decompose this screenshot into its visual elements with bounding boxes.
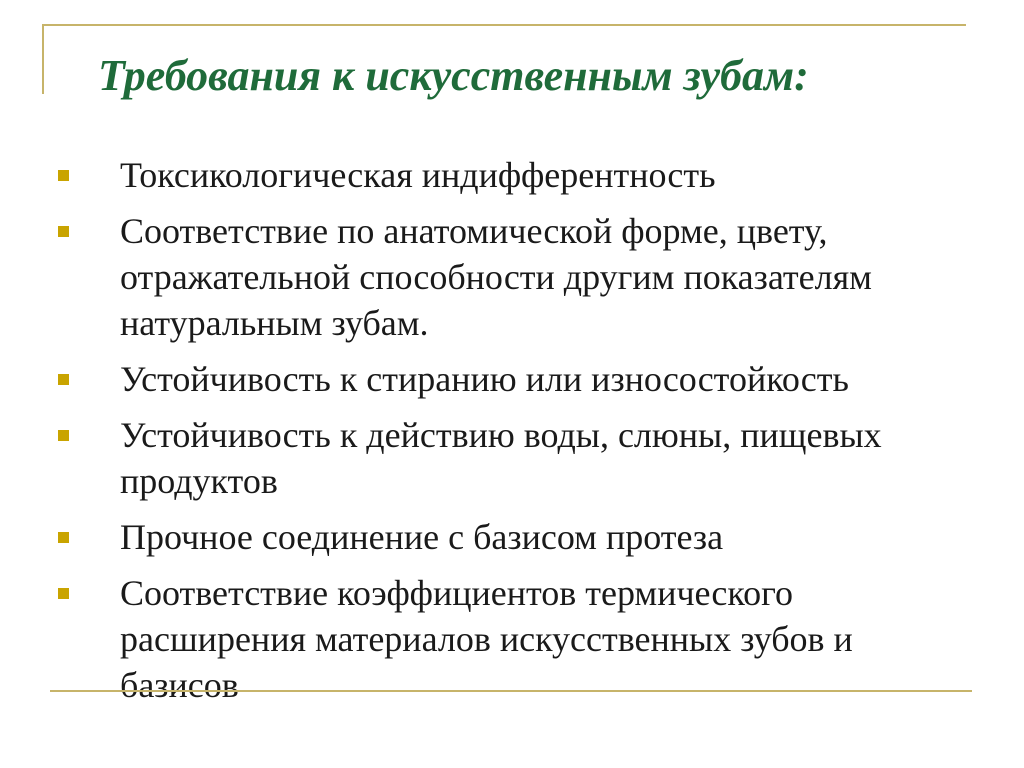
slide-title: Требования к искусственным зубам: [98, 51, 809, 100]
bullet-text: Устойчивость к стиранию или износостойкость [120, 359, 849, 399]
left-rule [42, 24, 44, 94]
list-item [50, 514, 970, 560]
square-bullet-icon [58, 374, 69, 385]
bullet-text: Соответствие по анатомической форме, цвету, отражательной способности другим показателям натуральным зубам. [120, 211, 872, 343]
square-bullet-icon [58, 226, 69, 237]
bottom-rule [50, 690, 972, 692]
bullet-text: Устойчивость к действию воды, слюны, пищевых продуктов [120, 415, 882, 501]
list-item [50, 570, 970, 708]
top-rule [42, 24, 966, 26]
bullet-text: Токсикологическая индифферентность [120, 155, 716, 195]
bullet-text: Прочное соединение с базисом протеза [120, 517, 724, 557]
square-bullet-icon [58, 170, 69, 181]
bullet-text: Соответствие коэффициентов термического расширения материалов искусственных зубов и базисов [120, 573, 853, 705]
square-bullet-icon [58, 588, 69, 599]
square-bullet-icon [58, 430, 69, 441]
list-item [50, 208, 970, 346]
bullet-list [50, 152, 970, 718]
square-bullet-icon [58, 532, 69, 543]
list-item [50, 412, 970, 504]
list-item [50, 356, 970, 402]
list-item [50, 152, 970, 198]
